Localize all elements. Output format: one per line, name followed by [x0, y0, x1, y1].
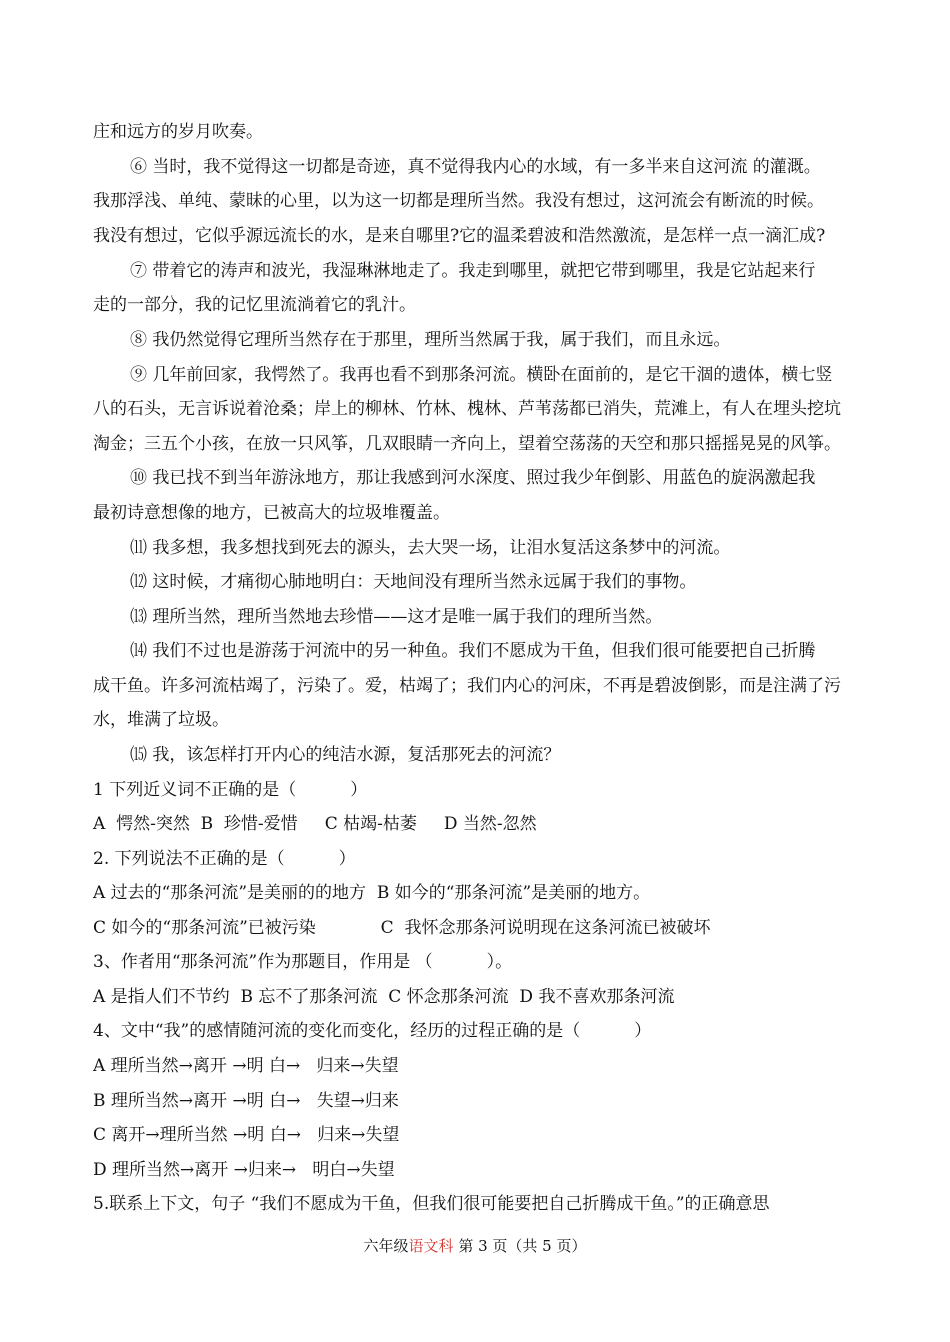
passage-paragraph-9: ⑨ 几年前回家，我愕然了。我再也看不到那条河流。横卧在面前的，是它干涸的遗体，横七竖: [130, 365, 833, 385]
passage-line: 我那浮浅、单纯、蒙昧的心里，以为这一切都是理所当然。我没有想过，这河流会有断流的时候。: [93, 191, 824, 211]
passage-line: 成干鱼。许多河流枯竭了，污染了。爱，枯竭了；我们内心的河床，不再是碧波倒影，而是注满了污: [93, 676, 841, 696]
passage-paragraph-15: ⒂ 我，该怎样打开内心的纯洁水源，复活那死去的河流？: [130, 745, 561, 765]
question-4-option-c: C 离开→理所当然 →明 白→ 归来→失望: [93, 1125, 400, 1145]
question-4-option-a: A 理所当然→离开 →明 白→ 归来→失望: [93, 1056, 399, 1076]
passage-paragraph-12: ⑿ 这时候，才痛彻心肺地明白：天地间没有理所当然永远属于我们的事物。: [130, 572, 697, 592]
question-5: 5.联系上下文，句子 “我们不愿成为干鱼，但我们很可能要把自己折腾成干鱼。”的正确意思: [93, 1194, 770, 1214]
footer-page-number: 第 3 页（共 5 页）: [453, 1237, 587, 1255]
passage-line: 我没有想过，它似乎源远流长的水，是来自哪里?它的温柔碧波和浩然激流，是怎样一点一滴汇成?: [93, 226, 826, 246]
passage-line: 八的石头，无言诉说着沧桑；岸上的柳林、竹林、槐林、芦苇荡都已消失，荒滩上，有人在埋头挖坑: [93, 399, 841, 419]
question-4-option-d: D 理所当然→离开 →归来→ 明白→失望: [93, 1160, 395, 1180]
passage-line: 淘金；三五个小孩，在放一只风筝，几双眼睛一齐向上，望着空荡荡的天空和那只摇摇晃晃的风筝。: [93, 434, 841, 454]
passage-line: 最初诗意想像的地方，已被高大的垃圾堆覆盖。: [93, 503, 450, 523]
question-4: 4、文中“我”的感情随河流的变化而变化，经历的过程正确的是（ ）: [93, 1021, 652, 1041]
footer-subject: 语文科: [408, 1237, 454, 1255]
passage-paragraph-8: ⑧ 我仍然觉得它理所当然存在于那里，理所当然属于我，属于我们，而且永远。: [130, 330, 731, 350]
passage-paragraph-6: ⑥ 当时，我不觉得这一切都是奇迹，真不觉得我内心的水域，有一多半来自这河流 的灌溉。: [130, 157, 821, 177]
footer-grade: 六年级: [363, 1237, 409, 1255]
question-1: 1 下列近义词不正确的是（ ）: [93, 780, 368, 800]
question-2: 2. 下列说法不正确的是（ ）: [93, 849, 356, 869]
question-2-options-cd: C 如今的“那条河流”已被污染 C 我怀念那条河说明现在这条河流已被破坏: [93, 918, 711, 938]
question-1-options: A 愕然-突然 B 珍惜-爱惜 C 枯竭-枯萎 D 当然-忽然: [93, 814, 537, 834]
passage-paragraph-14: ⒁ 我们不过也是游荡于河流中的另一种鱼。我们不愿成为干鱼，但我们很可能要把自己折腾: [130, 641, 816, 661]
question-3-options: A 是指人们不节约 B 忘不了那条河流 C 怀念那条河流 D 我不喜欢那条河流: [93, 987, 675, 1007]
passage-paragraph-13: ⒀ 理所当然，理所当然地去珍惜——这才是唯一属于我们的理所当然。: [130, 607, 663, 627]
passage-paragraph-7: ⑦ 带着它的涛声和波光，我湿琳淋地走了。我走到哪里，就把它带到哪里，我是它站起来行: [130, 261, 816, 281]
passage-paragraph-10: ⑩ 我已找不到当年游泳地方，那让我感到河水深度、照过我少年倒影、用蓝色的旋涡激起我: [130, 468, 816, 488]
passage-paragraph-11: ⑾ 我多想，我多想找到死去的源头，去大哭一场，让泪水复活这条梦中的河流。: [130, 538, 731, 558]
page-footer: [0, 1236, 950, 1256]
passage-line: 水，堆满了垃圾。: [93, 710, 229, 730]
question-3: 3、作者用“那条河流”作为那题目，作用是 （ ）。: [93, 952, 513, 972]
question-4-option-b: B 理所当然→离开 →明 白→ 失望→归来: [93, 1091, 399, 1111]
passage-line: 走的一部分，我的记忆里流淌着它的乳汁。: [93, 295, 416, 315]
passage-line: 庄和远方的岁月吹奏。: [93, 122, 263, 142]
question-2-options-ab: A 过去的“那条河流”是美丽的的地方 B 如今的“那条河流”是美丽的地方。: [93, 883, 651, 903]
